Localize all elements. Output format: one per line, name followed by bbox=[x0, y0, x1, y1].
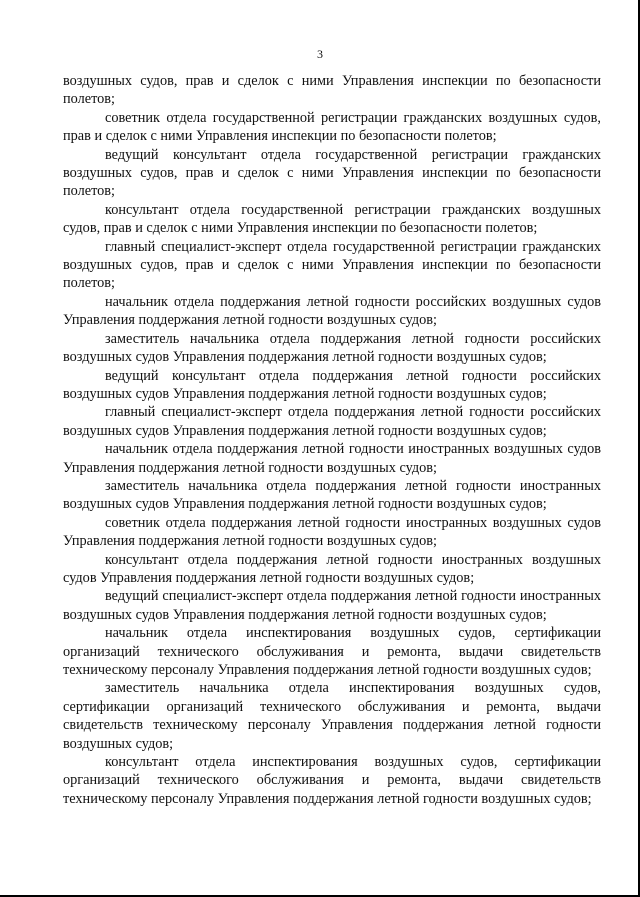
paragraph: начальник отдела поддержания летной годности российских воздушных судов Управления поддержания летной годности воздушных судов; bbox=[63, 293, 601, 329]
paragraph: главный специалист-эксперт отдела государственной регистрации гражданских воздушных судов, прав и сделок с ними Управления инспекции по безопасности полетов; bbox=[63, 238, 601, 292]
document-body bbox=[63, 72, 601, 808]
paragraph: начальник отдела поддержания летной годности иностранных воздушных судов Управления поддержания летной годности воздушных судов; bbox=[63, 441, 601, 476]
paragraph: ведущий консультант отдела поддержания летной годности российских воздушных судов Управления поддержания летной годности воздушных судов; bbox=[63, 367, 601, 402]
paragraph: консультант отдела поддержания летной годности иностранных воздушных судов Управления поддержания летной годности воздушных судов; bbox=[63, 551, 601, 586]
paragraph: воздушных судов, прав и сделок с ними Управления инспекции по безопасности полетов; bbox=[63, 73, 601, 108]
paragraph: советник отдела государственной регистрации гражданских воздушных судов, прав и сделок с ними Управления инспекции по безопасности полетов; bbox=[63, 109, 601, 145]
paragraph: советник отдела поддержания летной годности иностранных воздушных судов Управления поддержания летной годности воздушных судов; bbox=[63, 514, 601, 550]
paragraph: ведущий консультант отдела государственной регистрации гражданских воздушных судов, прав и сделок с ними Управления инспекции по безопасности полетов; bbox=[63, 146, 601, 200]
paragraph: заместитель начальника отдела поддержания летной годности иностранных воздушных судов Управления поддержания летной годности воздушных судов; bbox=[63, 477, 601, 513]
paragraph: заместитель начальника отдела поддержания летной годности российских воздушных судов Управления поддержания летной годности воздушных судов; bbox=[63, 330, 601, 366]
paragraph: ведущий специалист-эксперт отдела поддержания летной годности иностранных воздушных судов Управления поддержания летной годности воздушных судов; bbox=[63, 588, 601, 623]
paragraph: главный специалист-эксперт отдела поддержания летной годности российских воздушных судов Управления поддержания летной годности воздушных судов; bbox=[63, 404, 601, 439]
paragraph: заместитель начальника отдела инспектирования воздушных судов, сертификации организаций технического обслуживания и ремонта, выдачи свидетельств техническому персоналу Управления поддержания летной годности воздушных судов; bbox=[63, 680, 601, 752]
page-number: 3 bbox=[317, 47, 323, 61]
paragraph: консультант отдела государственной регистрации гражданских воздушных судов, прав и сделок с ними Управления инспекции по безопасности полетов; bbox=[63, 201, 601, 237]
paragraph: консультант отдела инспектирования воздушных судов, сертификации организаций технического обслуживания и ремонта, выдачи свидетельств техническому персоналу Управления поддержания летной годности воздушных судов; bbox=[63, 754, 601, 807]
paragraph: начальник отдела инспектирования воздушных судов, сертификации организаций технического обслуживания и ремонта, выдачи свидетельств техническому персоналу Управления поддержания летной годности воздушных судов; bbox=[63, 625, 601, 678]
